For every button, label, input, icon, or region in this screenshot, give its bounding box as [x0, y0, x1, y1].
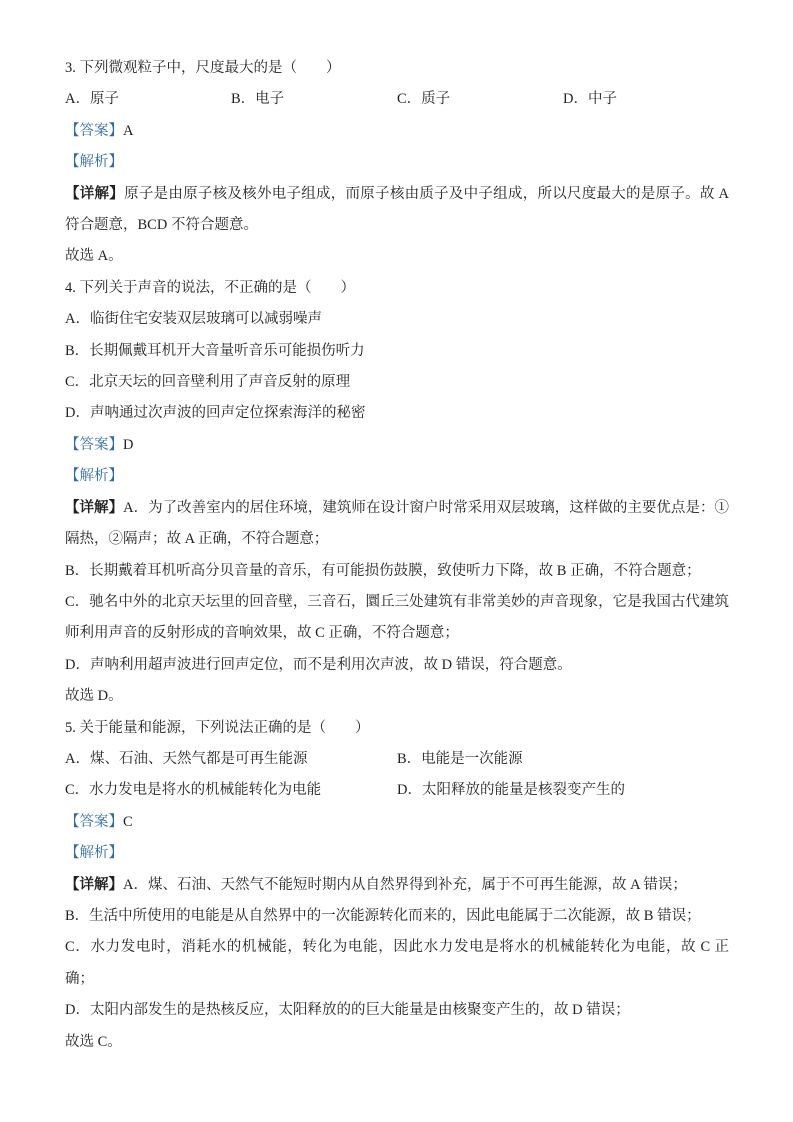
detail-label: 【详解】 [65, 185, 125, 202]
analysis-line [65, 838, 729, 869]
option-d: D．中子 [563, 91, 617, 108]
detail-text: 原子是由原子核及核外电子组成，而原子核由质子及中子组成，所以尺度最大的是原子。故 A 符合题意，BCD 不符合题意。 [65, 185, 730, 234]
detail-paragraph: B．长期戴着耳机听高分贝音量的音乐，有可能损伤鼓膜，致使听力下降，故 B 正确，不符合题意； [65, 562, 701, 579]
conclusion-line: 故选 A。 [65, 248, 123, 265]
answer-line [65, 430, 729, 461]
detail-paragraph [65, 179, 729, 242]
option-c: C．北京天坛的回音壁利用了声音反射的原理 [65, 374, 351, 391]
detail-text: A．为了改善室内的居住环境，建筑师在设计窗户时常采用双层玻璃，这样做的主要优点是：①隔热，②隔声；故 A 正确，不符合题意； [65, 499, 730, 548]
question-5 [65, 713, 729, 1058]
analysis-label: 【解析】 [65, 468, 123, 485]
option-a: A．临街住宅安装双层玻璃可以减弱噪声 [65, 311, 322, 328]
detail-paragraph: C．水力发电时，消耗水的机械能，转化为电能，因此水力发电是将水的机械能转化为电能，故 C 正确； [65, 939, 729, 987]
detail-label: 【详解】 [65, 499, 124, 516]
detail-paragraph: D．太阳内部发生的是热核反应，太阳释放的的巨大能量是由核聚变产生的，故 D 错误； [65, 1002, 630, 1019]
conclusion-line: 故选 D。 [65, 688, 123, 705]
question-3 [65, 53, 729, 273]
answer-value: A [123, 122, 134, 139]
question-3-options [65, 84, 729, 115]
option-a: A．煤、石油、天然气都是可再生能源 [65, 750, 308, 767]
question-5-options [65, 744, 729, 807]
answer-line [65, 807, 729, 838]
answer-label: 【答案】 [65, 436, 123, 453]
answer-value: D [123, 436, 134, 453]
question-4-stem: 4. 下列关于声音的说法，不正确的是（ ） [65, 279, 355, 296]
question-4-options [65, 304, 729, 430]
option-d: D．太阳释放的能量是核裂变产生的 [397, 782, 625, 799]
answer-label: 【答案】 [65, 122, 123, 139]
option-b: B．电子 [231, 91, 285, 108]
analysis-line [65, 461, 729, 492]
analysis-label: 【解析】 [65, 154, 123, 171]
option-c: C．质子 [397, 91, 451, 108]
question-4 [65, 273, 729, 713]
detail-paragraph [65, 870, 729, 901]
detail-label: 【详解】 [65, 876, 123, 893]
question-3-stem: 3. 下列微观粒子中，尺度最大的是（ ） [65, 60, 341, 76]
detail-paragraph [65, 493, 729, 556]
analysis-label: 【解析】 [65, 845, 123, 862]
option-a: A．原子 [65, 91, 119, 108]
detail-paragraph: D．声呐利用超声波进行回声定位，而不是利用次声波，故 D 错误，符合题意。 [65, 656, 572, 673]
detail-text: A．煤、石油、天然气不能短时期内从自然界得到补充，属于不可再生能源，故 A 错误； [123, 876, 687, 893]
answer-value: C [123, 813, 133, 830]
option-d: D．声呐通过次声波的回声定位探索海洋的秘密 [65, 405, 366, 422]
detail-paragraph: B．生活中所使用的电能是从自然界中的一次能源转化而来的，因此电能属于二次能源，故 B 错误； [65, 907, 701, 924]
detail-paragraph: C．驰名中外的北京天坛里的回音壁，三音石，圜丘三处建筑有非常美妙的声音现象，它是我国古代建筑师利用声音的反射形成的音响效果，故 C 正确，不符合题意； [65, 593, 729, 642]
option-b: B．长期佩戴耳机开大音量听音乐可能损伤听力 [65, 342, 365, 359]
answer-line [65, 116, 729, 147]
conclusion-line: 故选 C。 [65, 1033, 122, 1050]
analysis-line [65, 147, 729, 178]
option-c: C．水力发电是将水的机械能转化为电能 [65, 782, 322, 799]
answer-label: 【答案】 [65, 813, 123, 830]
option-b: B．电能是一次能源 [397, 750, 523, 767]
question-5-stem: 5. 关于能量和能源，下列说法正确的是（ ） [65, 719, 370, 736]
